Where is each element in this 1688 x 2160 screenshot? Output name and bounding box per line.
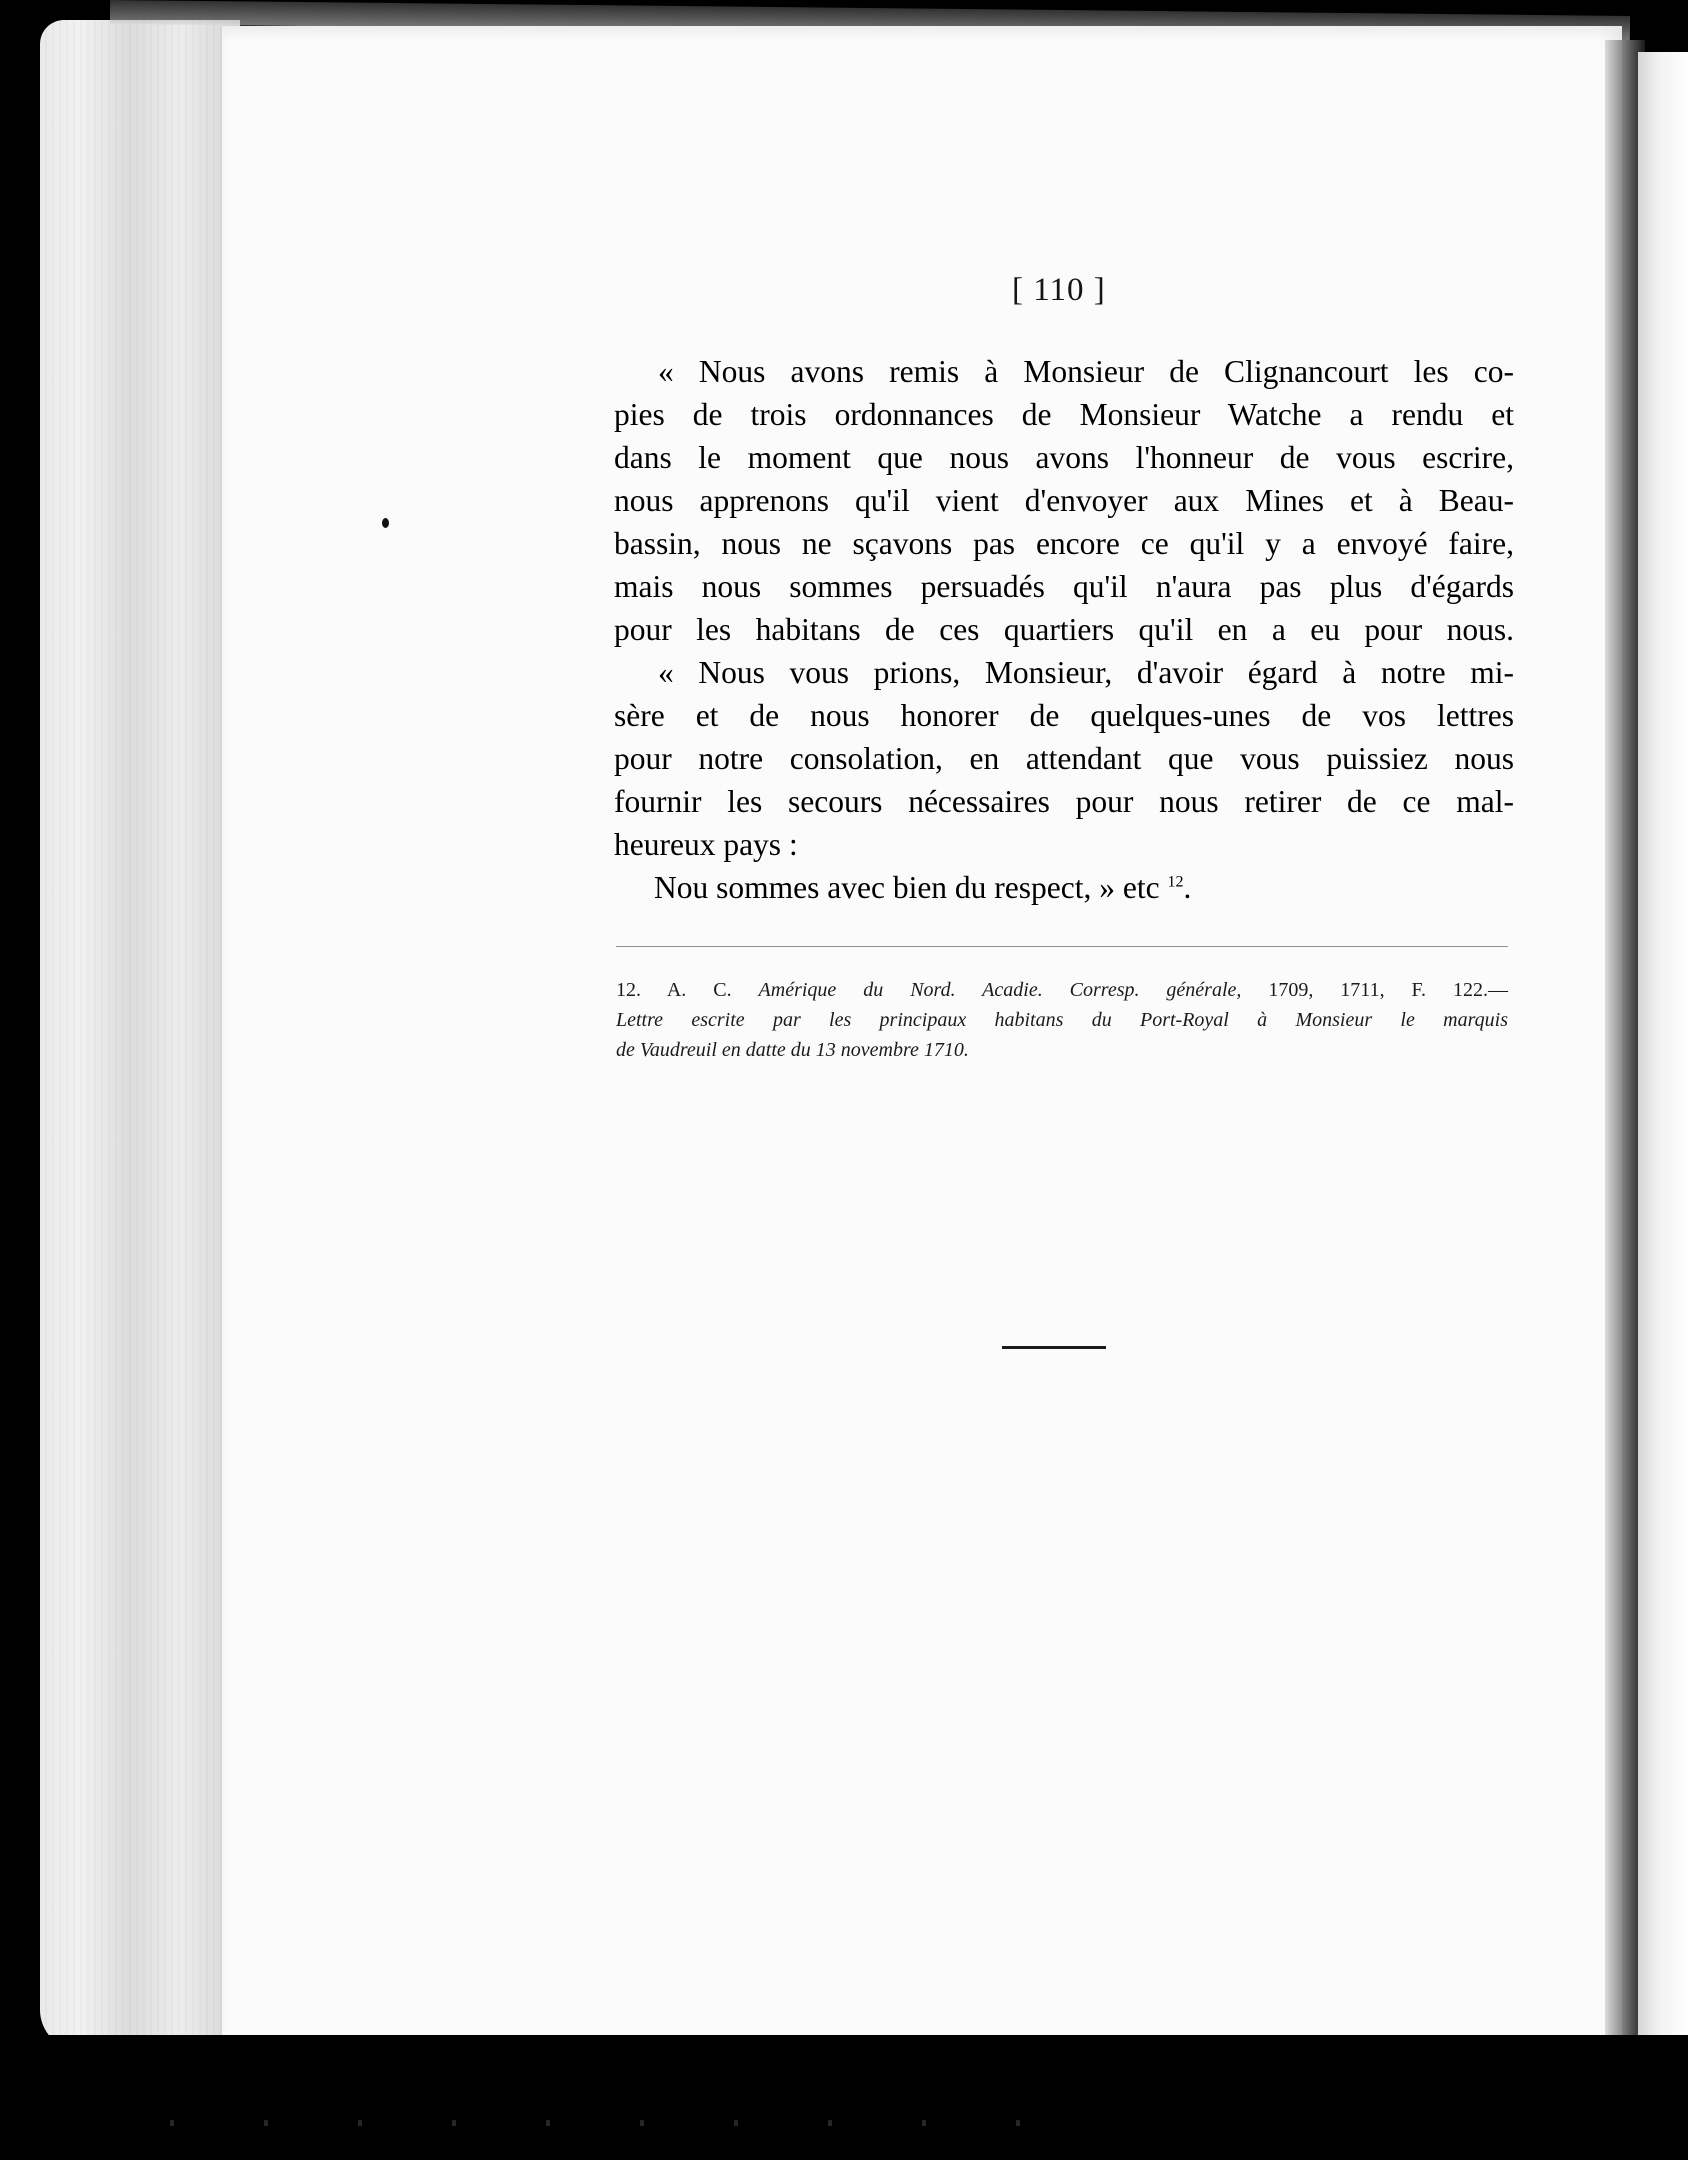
footnote-folio: 1709, 1711, F. 122.—: [1268, 979, 1508, 1001]
facing-page-edge: [1638, 52, 1688, 2072]
closing-line: [654, 872, 1354, 904]
body-line: mais nous sommes persuadés qu'il n'aura pas plus d'égards: [614, 569, 1514, 604]
body-line: nous apprenons qu'il vient d'envoyer aux Mines et à Beau-: [614, 483, 1514, 518]
page-edge-stack: [40, 20, 240, 2050]
body-line: « Nous avons remis à Monsieur de Clignancourt les co-: [658, 354, 1514, 389]
scan-noise: [80, 2120, 1080, 2126]
ink-speck: [382, 518, 389, 528]
body-line: dans le moment que nous avons l'honneur de vous escrire,: [614, 440, 1514, 475]
body-line: sère et de nous honorer de quelques-unes de vos lettres: [614, 698, 1514, 733]
body-line: pour les habitans de ces quartiers qu'il en a eu pour nous.: [614, 612, 1514, 647]
body-line: heureux pays :: [614, 827, 798, 862]
footnote-separator: [616, 946, 1508, 947]
closing-period: .: [1183, 870, 1192, 905]
footnote-line: [616, 980, 1508, 1000]
body-line: « Nous vous prions, Monsieur, d'avoir égard à notre mi-: [658, 655, 1514, 690]
footnote-line: [616, 1040, 1508, 1060]
body-line: fournir les secours nécessaires pour nous retirer de ce mal-: [614, 784, 1514, 819]
footnote-text: de Vaudreuil en datte du 13 novembre 1710.: [616, 1039, 969, 1061]
body-line: pour notre consolation, en attendant que vous puissiez nous: [614, 741, 1514, 776]
page-number: [ 110 ]: [1012, 272, 1106, 308]
footnote-reference: 12: [1167, 873, 1184, 891]
closing-text: Nou sommes avec bien du respect, » etc: [654, 870, 1160, 905]
footnote-line: [616, 1010, 1508, 1030]
body-line: bassin, nous ne sçavons pas encore ce qu'il y a envoyé faire,: [614, 526, 1514, 561]
section-end-rule: [1002, 1346, 1106, 1349]
footnote-text: Lettre escrite par les principaux habitans du Port-Royal à Monsieur le marquis: [616, 1009, 1508, 1031]
body-line: pies de trois ordonnances de Monsieur Watche a rendu et: [614, 397, 1514, 432]
bottom-scan-border: [0, 2035, 1688, 2160]
footnote-source: 12. A. C.: [616, 979, 732, 1001]
footnote-title: Amérique du Nord. Acadie. Corresp. générale,: [758, 979, 1242, 1001]
